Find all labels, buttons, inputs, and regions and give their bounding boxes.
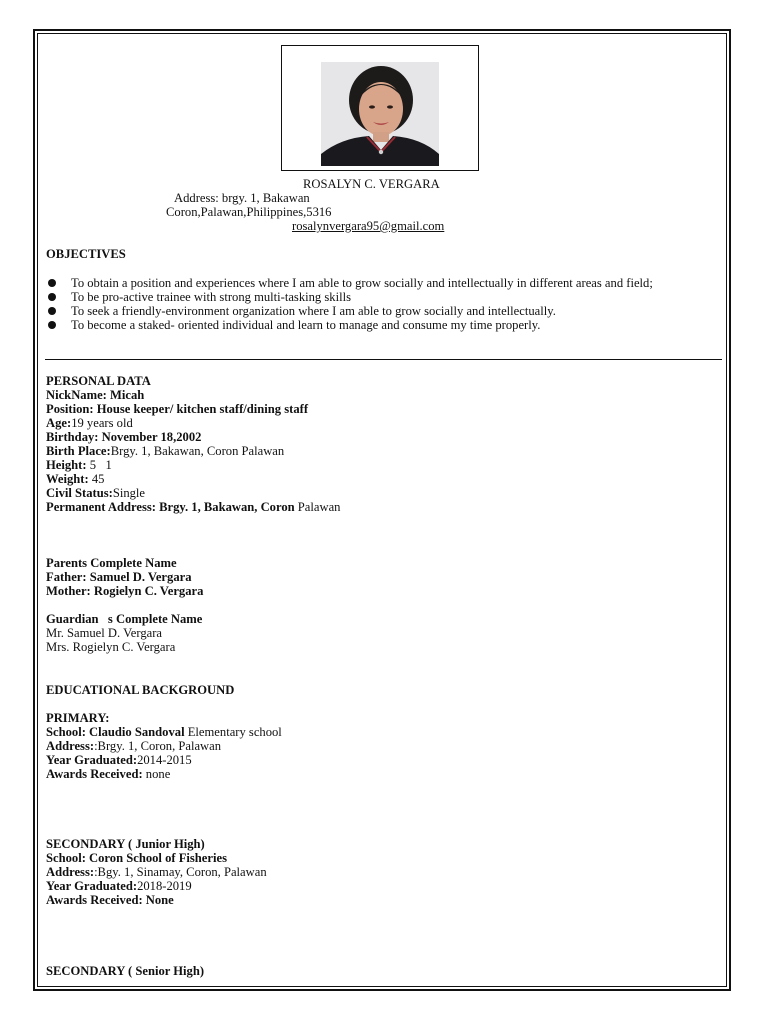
education-heading: EDUCATIONAL BACKGROUND <box>46 683 235 697</box>
address-line-2: Coron,Palawan,Philippines,5316 <box>166 205 332 219</box>
primary-address: Address::Brgy. 1, Coron, Palawan <box>46 739 222 753</box>
email-link[interactable]: rosalynvergara95@gmail.com <box>292 219 445 233</box>
guardian-2: Mrs. Rogielyn C. Vergara <box>46 640 176 654</box>
primary-school: School: Claudio Sandoval Elementary school <box>46 725 282 739</box>
section-divider <box>45 359 722 360</box>
objective-item: To obtain a position and experiences where I am able to grow socially and intellectually in different areas and field; <box>46 276 716 290</box>
primary-heading: PRIMARY: <box>46 711 110 725</box>
weight: Weight: 45 <box>46 472 105 486</box>
guardian-1: Mr. Samuel D. Vergara <box>46 626 163 640</box>
objectives-list <box>46 276 716 332</box>
applicant-name: ROSALYN C. VERGARA <box>303 177 440 191</box>
bullet-icon <box>48 321 56 329</box>
objective-item: To be pro-active trainee with strong multi-tasking skills <box>46 290 716 304</box>
birth-place: Birth Place:Brgy. 1, Bakawan, Coron Palawan <box>46 444 285 458</box>
junior-high-heading: SECONDARY ( Junior High) <box>46 837 205 851</box>
portrait-illustration <box>321 62 439 166</box>
objectives-heading: OBJECTIVES <box>46 247 126 261</box>
permanent-address: Permanent Address: Brgy. 1, Bakawan, Coron Palawan <box>46 500 341 514</box>
civil-status: Civil Status:Single <box>46 486 146 500</box>
objective-item: To seek a friendly-environment organization where I am able to grow socially and intellectually. <box>46 304 716 318</box>
bullet-icon <box>48 293 56 301</box>
bullet-icon <box>48 279 56 287</box>
personal-data-heading: PERSONAL DATA <box>46 374 151 388</box>
mother-name: Mother: Rogielyn C. Vergara <box>46 584 204 598</box>
position: Position: House keeper/ kitchen staff/dining staff <box>46 402 309 416</box>
bullet-icon <box>48 307 56 315</box>
primary-awards: Awards Received: none <box>46 767 171 781</box>
primary-year: Year Graduated:2014-2015 <box>46 753 192 767</box>
objective-item: To become a staked- oriented individual and learn to manage and consume my time properly. <box>46 318 716 332</box>
junior-high-address: Address::Bgy. 1, Sinamay, Coron, Palawan <box>46 865 267 879</box>
profile-photo <box>321 62 439 166</box>
guardian-heading: Guardian s Complete Name <box>46 612 203 626</box>
birthday: Birthday: November 18,2002 <box>46 430 202 444</box>
address-line-1: Address: brgy. 1, Bakawan <box>174 191 310 205</box>
senior-high-heading: SECONDARY ( Senior High) <box>46 964 205 978</box>
nickname: NickName: Micah <box>46 388 145 402</box>
junior-high-year: Year Graduated:2018-2019 <box>46 879 192 893</box>
height: Height: 5 1 <box>46 458 112 472</box>
age: Age:19 years old <box>46 416 133 430</box>
father-name: Father: Samuel D. Vergara <box>46 570 192 584</box>
parents-heading: Parents Complete Name <box>46 556 177 570</box>
junior-high-awards: Awards Received: None <box>46 893 174 907</box>
junior-high-school: School: Coron School of Fisheries <box>46 851 227 865</box>
photo-frame <box>281 45 479 171</box>
